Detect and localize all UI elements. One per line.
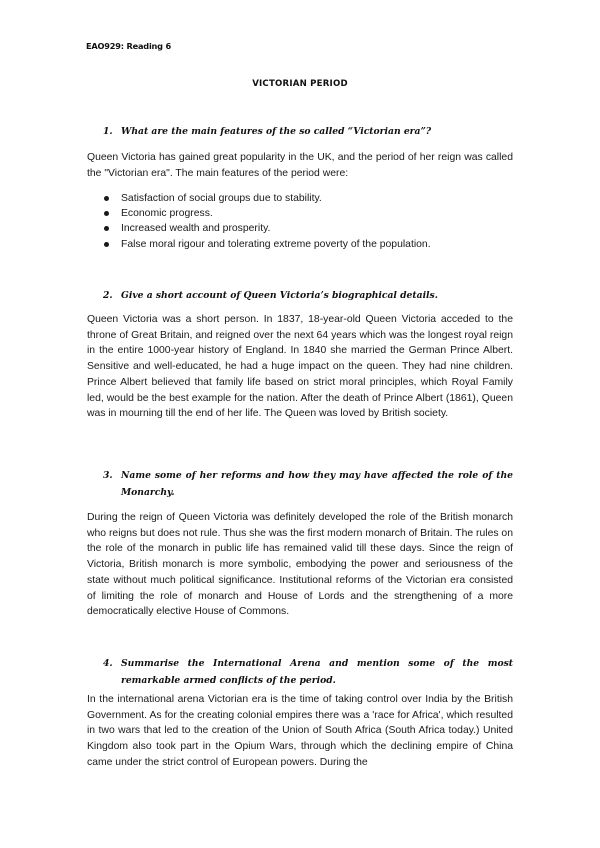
list-item-text: Satisfaction of social groups due to stability. [121, 193, 322, 204]
features-list [104, 191, 514, 252]
list-item [104, 221, 514, 236]
question-text: Give a short account of Queen Victoria’s biographical details. [121, 290, 438, 301]
page-title: VICTORIAN PERIOD [252, 79, 348, 89]
question-3 [103, 467, 513, 501]
question-2 [103, 287, 513, 304]
question-4 [103, 655, 513, 689]
question-number: 1. [103, 126, 113, 137]
question-1 [103, 123, 513, 140]
bullet-icon [104, 242, 109, 247]
list-item-text: Economic progress. [121, 208, 213, 220]
question-number: 4. [103, 658, 113, 669]
bullet-icon [104, 226, 109, 231]
answer-2: Queen Victoria was a short person. In 1837, 18-year-old Queen Victoria acceded to the throne of Great Britain, and reigned over the next 64 years which was the longest royal reign in the entire 1000-year history of England. In 1840 she married the German Prince Albert. Sensitive and well-educated, he had a huge impact on the queen. They had nine children. Prince Albert believed that family life based on strict moral principles, which Royal Family led, would be the best example for the nation. After the death of Prince Albert (1861), Queen was in mourning till the end of her life. The Queen was loved by British society. [87, 314, 513, 420]
list-item-text: False moral rigour and tolerating extreme poverty of the population. [121, 238, 431, 250]
question-number: 2. [103, 290, 113, 301]
list-item [104, 206, 514, 221]
question-text: Summarise the International Arena and mention some of the most remarkable armed conflicts of the period. [121, 658, 513, 686]
course-code: EAO929: Reading 6 [86, 41, 171, 51]
bullet-icon [104, 196, 109, 201]
answer-4: In the international arena Victorian era is the time of taking control over India by the British Government. As for the creating colonial empires there was a 'race for Africa', which resulted in two wars that led to the creation of the Union of South Africa (South Africa today.) United Kingdom also took part in the Opium Wars, through which the declining empire of China came under the strict control of European powers. During the [87, 694, 513, 768]
question-text: What are the main features of the so called “Victorian era”? [121, 126, 432, 137]
bullet-icon [104, 211, 109, 216]
answer-1-intro: Queen Victoria has gained great popularity in the UK, and the period of her reign was called the "Victorian era". The main features of the period were: [87, 152, 513, 179]
list-item [104, 191, 514, 206]
question-number: 3. [103, 470, 113, 481]
list-item [104, 237, 514, 252]
answer-3: During the reign of Queen Victoria was definitely developed the role of the British monarch who reigns but does not rule. Thus she was the first modern monarch of Britain. The rules on the role of the monarch in public life has remained valid till these days. Since the reign of Victoria, British monarch is more symbolic, embodying the power and seriousness of the state without much political significance. Institutional reforms of the Victorian era consisted of limiting the role of monarch and House of Lords and the strengthening of a more democratically elective House of Commons. [87, 512, 513, 618]
list-item-text: Increased wealth and prosperity. [121, 223, 271, 235]
question-text: Name some of her reforms and how they may have affected the role of the Monarchy. [121, 470, 513, 498]
